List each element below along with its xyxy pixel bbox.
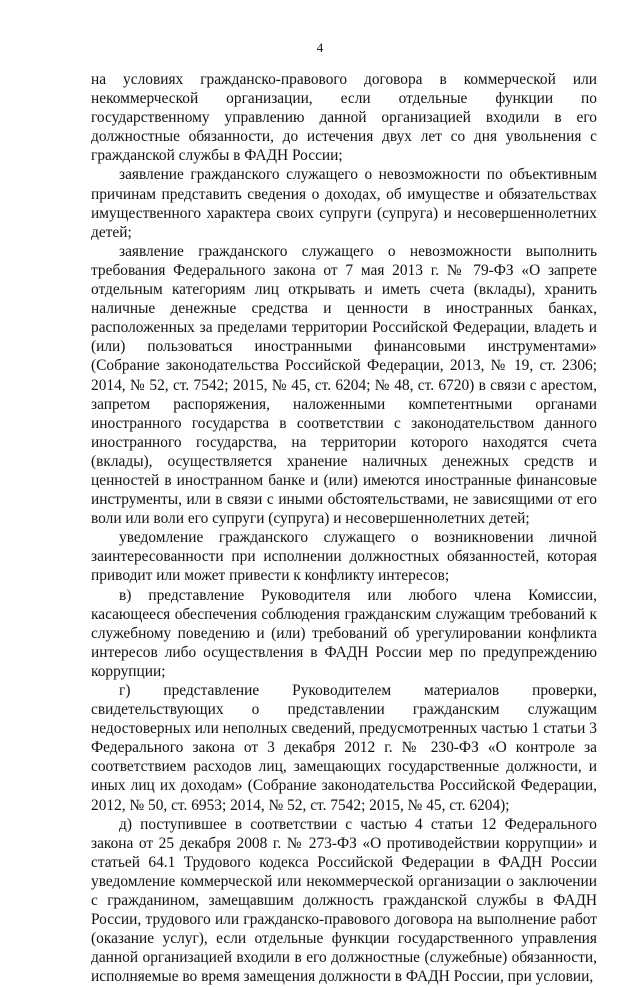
paragraph-conflict-of-interest-notice: уведомление гражданского служащего о возникновении личной заинтересованности при исполнении должностных обязанностей, которая приводит или может привести к конфликту интересов; [91, 529, 597, 585]
paragraph-item-d: д) поступившее в соответствии с частью 4 статьи 12 Федерального закона от 25 декабря 2008 г. № 273-ФЗ «О противодействии коррупции» и статьей 64.1 Трудового кодекса Российской Федерации в ФАДН России уведомление коммерческой или некоммерческой организации о заключении с гражданином, замещавшим должность гражданской службы в ФАДН России, трудового или гражданско-правового договора на выполнение работ (оказание услуг), если отдельные функции государственного управления данной организацией входили в его должностные (служебные) обязанности, исполняемые во время замещения должности в ФАДН России, при условии, [91, 815, 597, 986]
page-number: 4 [316, 40, 324, 55]
paragraph-continuation: на условиях гражданско-правового договора в коммерческой или некоммерческой организации, если отдельные функции по государственному управлению данной организацией входили в его должностные обязанности, до истечения двух лет со дня увольнения с гражданской службы в ФАДН России; [91, 71, 597, 165]
document-body [91, 70, 597, 987]
paragraph-item-v: в) представление Руководителя или любого члена Комиссии, касающееся обеспечения соблюдения гражданским служащим требований к служебному поведению и (или) требований об урегулировании конфликта интересов либо осуществления в ФАДН России мер по предупреждению коррупции; [91, 586, 597, 680]
paragraph-foreign-accounts-application: заявление гражданского служащего о невозможности выполнить требования Федерального закона от 7 мая 2013 г. № 79-ФЗ «О запрете отдельным категориям лиц открывать и иметь счета (вклады), хранить наличные денежные средства и ценности в иностранных банках, расположенных за пределами территории Российской Федерации, владеть и (или) пользоваться иностранными финансовыми инструментами» (Собрание законодательства Российской Федерации, 2013, № 19, ст. 2306; 2014, № 52, ст. 7542; 2015, № 45, ст. 6204; № 48, ст. 6720) в связи с арестом, запретом распоряжения, наложенными компетентными органами иностранного государства в соответствии с законодательством данного иностранного государства, на территории которого находятся счета (вклады), осуществляется хранение наличных денежных средств и ценностей в иностранном банке и (или) имеются иностранные финансовые инструменты, или в связи с иными обстоятельствами, не зависящими от его воли или воли его супруги (супруга) и несовершеннолетних детей; [91, 242, 597, 528]
paragraph-income-statement-application: заявление гражданского служащего о невозможности по объективным причинам представить сведения о доходах, об имуществе и обязательствах имущественного характера своих супруги (супруга) и несовершеннолетних детей; [91, 166, 597, 241]
paragraph-item-g: г) представление Руководителем материалов проверки, свидетельствующих о представлении гражданским служащим недостоверных или неполных сведений, предусмотренных частью 1 статьи 3 Федерального закона от 3 декабря 2012 г. № 230-ФЗ «О контроле за соответствием расходов лиц, замещающих государственные должности, и иных лиц их доходам» (Собрание законодательства Российской Федерации, 2012, № 50, ст. 6953; 2014, № 52, ст. 7542; 2015, № 45, ст. 6204); [91, 682, 597, 814]
